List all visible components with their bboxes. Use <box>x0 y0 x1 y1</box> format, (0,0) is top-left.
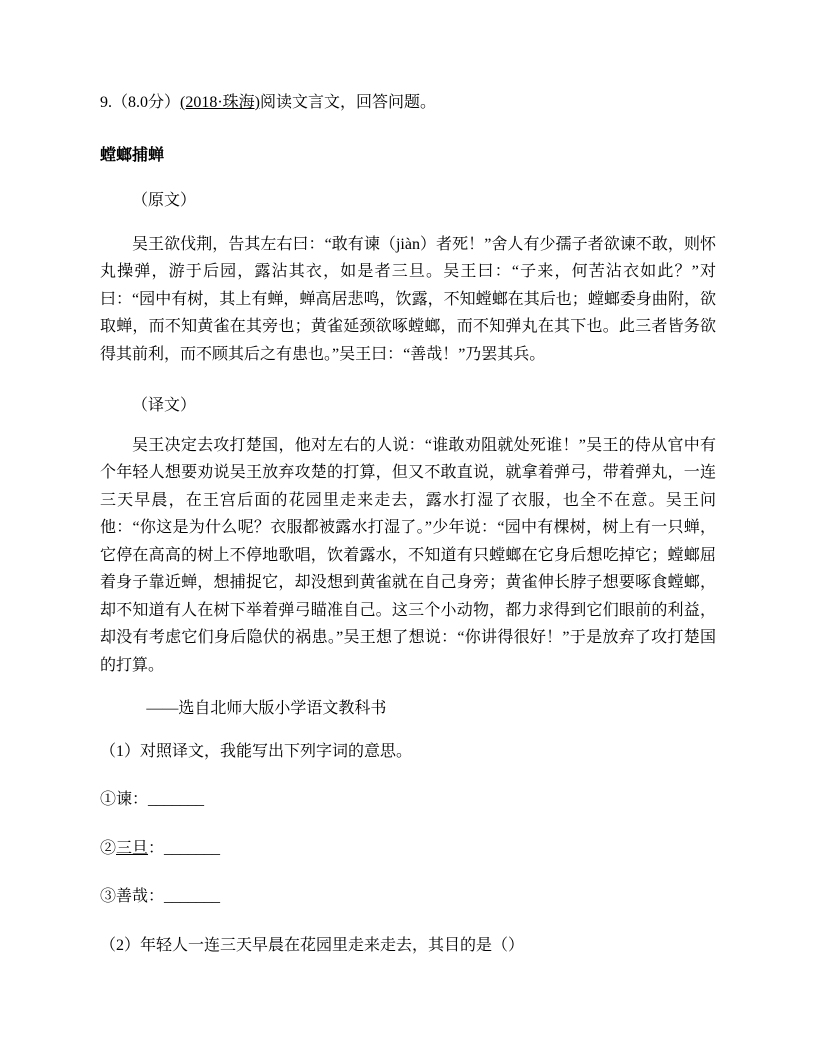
item-term: 善哉 <box>116 888 149 905</box>
original-text-paragraph: 吴王欲伐荆，告其左右曰：“敢有谏（jiàn）者死！”舍人有少孺子者欲谏不敢，则怀丸操弹，游于后园，露沾其衣，如是者三旦。吴王曰：“子来，何苦沾衣如此？”对曰：“园中有树，其上有蝉，蝉高居悲鸣，饮露，不知螳螂在其后也；螳螂委身曲附，欲取蝉，而不知黄雀在其旁也；黄雀延颈欲啄螳螂，而不知弹丸在其下也。此三者皆务欲得其前利，而不顾其后之有患也。”吴王曰：“善哉！”乃罢其兵。 <box>100 235 716 363</box>
item-marker: ① <box>100 791 117 808</box>
item-colon: ： <box>148 839 165 857</box>
item-term: 三旦 <box>116 839 149 857</box>
translation-label: （译文） <box>132 397 197 414</box>
item-colon: ： <box>148 888 165 905</box>
question1-item-3 <box>100 883 716 911</box>
original-text-label: （原文） <box>132 192 197 209</box>
question1-item-2 <box>100 835 716 863</box>
question-header <box>100 89 716 117</box>
item-marker: ③ <box>100 888 117 905</box>
question1-prompt: （1）对照译文，我能写出下列字词的意思。 <box>100 742 413 760</box>
answer-blank: _______ <box>148 791 205 808</box>
exam-source-tag: (2018·珠海) <box>180 94 261 111</box>
question-number-score: 9.（8.0分） <box>100 94 181 111</box>
question2-prompt: （2）年轻人一连三天早晨在花园里走来走去，其目的是（） <box>100 936 525 954</box>
item-term: 谏 <box>116 791 133 808</box>
question-instruction: 阅读文言文，回答问题。 <box>260 94 437 111</box>
translation-paragraph: 吴王决定去攻打楚国，他对左右的人说：“谁敢劝阻就处死谁！”吴王的侍从官中有个年轻人想要劝说吴王放弃攻楚的打算，但又不敢直说，就拿着弹弓，带着弹丸，一连三天早晨，在王宫后面的花园里走来走去，露水打湿了衣服，也全不在意。吴王问他：“你这是为什么呢？衣服都被露水打湿了。”少年说：“园中有棵树，树上有一只蝉，它停在高高的树上不停地歌唱，饮着露水，不知道有只螳螂在它身后想吃掉它；螳螂屈着身子靠近蝉，想捕捉它，却没想到黄雀就在自己身旁；黄雀伸长脖子想要啄食螳螂，却不知道有人在树下举着弹弓瞄准自己。这三个小动物，都力求得到它们眼前的利益，却没有考虑它们身后隐伏的祸患。”吴王想了想说：“你讲得很好！”于是放弃了攻打楚国的打算。 <box>100 436 716 674</box>
item-colon: ： <box>132 791 149 808</box>
answer-blank: _______ <box>164 888 221 905</box>
source-attribution: ——选自北师大版小学语文教科书 <box>146 700 387 717</box>
passage-title: 螳螂捕蝉 <box>100 146 165 164</box>
question1-item-1 <box>100 786 716 814</box>
item-marker: ② <box>100 839 117 857</box>
answer-blank: _______ <box>164 839 221 857</box>
